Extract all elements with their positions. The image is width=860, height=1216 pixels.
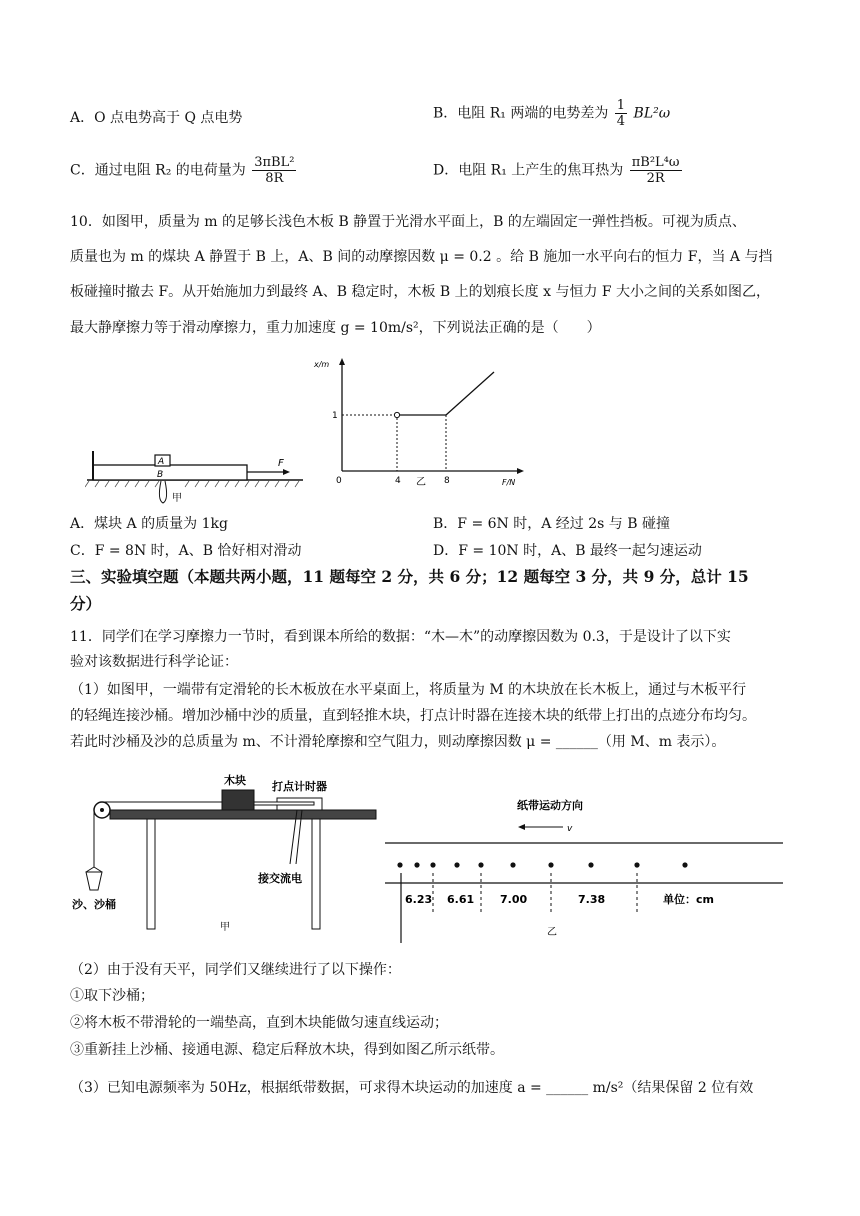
long-board bbox=[110, 810, 376, 819]
y-axis-label: x/m bbox=[314, 360, 330, 369]
q11-intro-2: 验对该数据进行科学论证： bbox=[70, 654, 238, 670]
segment-1: 6.23 bbox=[405, 893, 433, 906]
q11-part1-line-2: 的轻绳连接沙桶。增加沙桶中沙的质量，直到轻推木块，打点计时器在连接木块的纸带上打出的点迹分布均匀。 bbox=[70, 708, 756, 724]
q10-option-d: D．F = 10N 时，A、B 最终一起匀速运动 bbox=[433, 543, 702, 559]
segment-3: 7.00 bbox=[500, 893, 528, 906]
q11-part1-line-3: 若此时沙桶及沙的总质量为 m、不计滑轮摩擦和空气阻力，则动摩擦因数 μ = ______（用 M、m 表示）。 bbox=[70, 734, 726, 750]
label-velocity: v bbox=[567, 824, 573, 834]
q9-option-c-fraction bbox=[252, 155, 296, 186]
segment-2: 6.61 bbox=[447, 893, 475, 906]
q10-option-a: A．煤块 A 的质量为 1kg bbox=[70, 516, 228, 532]
label-wood-block: 木块 bbox=[224, 774, 246, 787]
q10-line-1: 10．如图甲，质量为 m 的足够长浅色木板 B 静置于光滑水平面上，B 的左端固定一弹性挡板。可视为质点、 bbox=[70, 214, 746, 230]
q11-figure-yi bbox=[385, 795, 785, 945]
origin-label: 0 bbox=[336, 476, 342, 486]
q9-option-d-text: D．电阻 R₁ 上产生的焦耳热为 bbox=[433, 162, 624, 179]
x-tick-8: 8 bbox=[444, 476, 450, 486]
wood-block bbox=[222, 790, 254, 810]
label-unit: 单位：cm bbox=[663, 893, 714, 906]
fraction-numerator: πB²L⁴ω bbox=[631, 155, 680, 170]
label-f: F bbox=[278, 458, 284, 469]
q11-part2: （2）由于没有天平，同学们又继续进行了以下操作： bbox=[70, 962, 401, 978]
q11-figure-jia bbox=[72, 772, 384, 932]
q10-figure-jia bbox=[85, 445, 310, 510]
label-b: B bbox=[157, 470, 164, 480]
label-timer: 打点计时器 bbox=[272, 780, 327, 793]
q11-part3: （3）已知电源频率为 50Hz，根据纸带数据，可求得木块运动的加速度 a = ______ m/s²（结果保留 2 位有效 bbox=[70, 1080, 754, 1096]
q11-step-1: ①取下沙桶； bbox=[70, 988, 154, 1004]
q11-step-3: ③重新挂上沙桶、接通电源、稳定后释放木块，得到如图乙所示纸带。 bbox=[70, 1042, 504, 1058]
q9-option-b-expr: BL²ω bbox=[633, 105, 671, 122]
figure-caption-yi: 乙 bbox=[416, 477, 426, 488]
q11-part1-line-1: （1）如图甲，一端带有定滑轮的长木板放在水平桌面上，将质量为 M 的木块放在长木板上，通过与木板平行 bbox=[70, 682, 747, 698]
q9-option-b-text: B．电阻 R₁ 两端的电势差为 bbox=[433, 105, 609, 122]
q10-line-2: 质量也为 m 的煤块 A 静置于 B 上，A、B 间的动摩擦因数 μ = 0.2 。给 B 施加一水平向右的恒力 F，当 A 与挡 bbox=[70, 249, 773, 265]
section-3-heading-cont: 分） bbox=[70, 594, 102, 613]
fraction-denominator: 8R bbox=[265, 171, 284, 186]
fraction-denominator: 4 bbox=[616, 114, 626, 129]
board-b bbox=[93, 465, 247, 480]
q9-option-a: A．O 点电势高于 Q 点电势 bbox=[70, 110, 243, 126]
q10-graph-yi bbox=[312, 355, 532, 490]
label-sand-bucket: 沙、沙桶 bbox=[72, 898, 116, 911]
q9-option-c-text: C．通过电阻 R₂ 的电荷量为 bbox=[70, 162, 246, 179]
open-point bbox=[394, 412, 399, 417]
q9-option-b bbox=[433, 98, 670, 129]
q9-option-b-fraction bbox=[615, 98, 627, 129]
segment-4: 7.38 bbox=[578, 893, 606, 906]
x-axis-label: F/N bbox=[502, 478, 516, 487]
sand-bucket bbox=[86, 872, 102, 890]
q10-line-4: 最大静摩擦力等于滑动摩擦力，重力加速度 g = 10m/s²，下列说法正确的是（ ） bbox=[70, 320, 601, 336]
figure-caption-jia: 甲 bbox=[220, 922, 230, 932]
label-a: A bbox=[158, 457, 165, 467]
figure-caption-yi: 乙 bbox=[547, 927, 557, 938]
fraction-numerator: 1 bbox=[616, 98, 626, 113]
label-ac-power: 接交流电 bbox=[258, 872, 302, 885]
y-tick-1: 1 bbox=[332, 411, 338, 421]
q10-option-b: B．F = 6N 时，A 经过 2s 与 B 碰撞 bbox=[433, 516, 670, 532]
fraction-denominator: 2R bbox=[646, 171, 665, 186]
fraction-numerator: 3πBL² bbox=[254, 155, 295, 170]
section-3-heading: 三、实验填空题（本题共两小题，11 题每空 2 分，共 6 分；12 题每空 3 分，共 9 分，总计 15 bbox=[70, 567, 749, 586]
figure-caption-jia: 甲 bbox=[172, 493, 182, 504]
q9-option-c bbox=[70, 155, 298, 186]
q9-option-d bbox=[433, 155, 684, 186]
q11-intro-1: 11．同学们在学习摩擦力一节时，看到课本所给的数据：“木—木”的动摩擦因数为 0.3，于是设计了以下实 bbox=[70, 629, 731, 645]
x-tick-4: 4 bbox=[395, 476, 401, 486]
q9-option-d-fraction bbox=[630, 155, 682, 186]
q10-option-c: C．F = 8N 时，A、B 恰好相对滑动 bbox=[70, 543, 302, 559]
q11-step-2: ②将木板不带滑轮的一端垫高，直到木块能做匀速直线运动； bbox=[70, 1015, 448, 1031]
label-tape-direction: 纸带运动方向 bbox=[517, 799, 583, 812]
q10-line-3: 板碰撞时撤去 F。从开始施加力到最终 A、B 稳定时，木板 B 上的划痕长度 x 与恒力 F 大小之间的关系如图乙， bbox=[70, 284, 771, 300]
